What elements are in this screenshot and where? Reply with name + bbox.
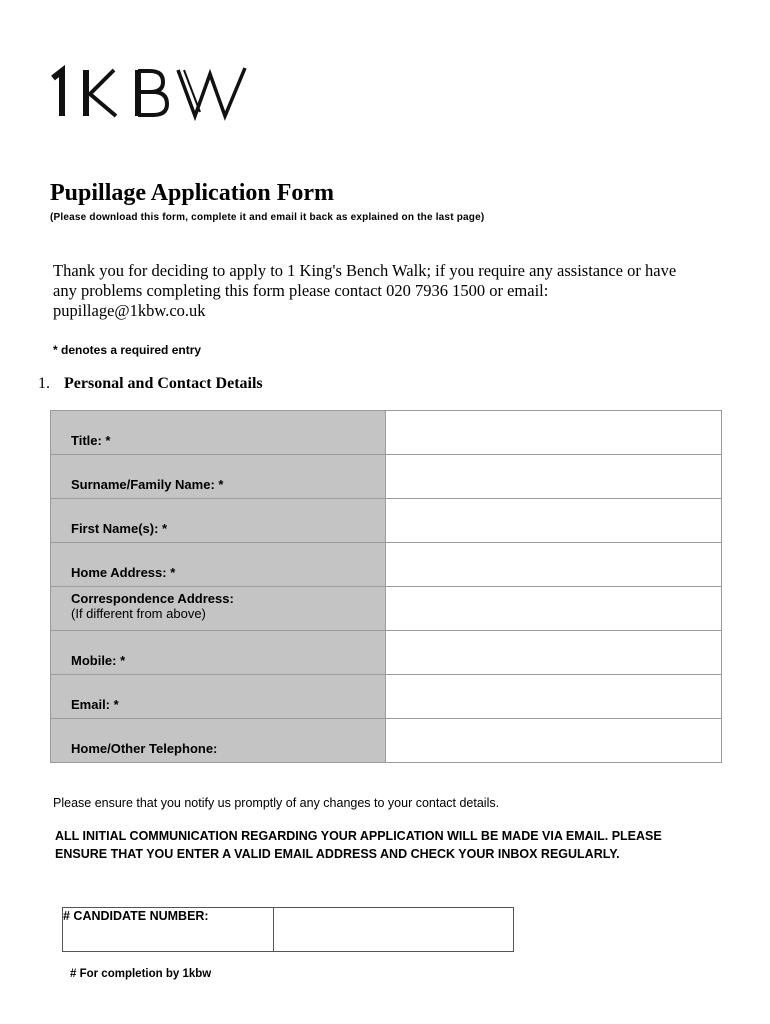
mobile-field[interactable] (386, 631, 722, 675)
correspondence-address-field[interactable] (386, 587, 722, 631)
table-row (51, 455, 722, 499)
subtitle: (Please download this form, complete it and email it back as explained on the last page) (50, 212, 485, 223)
title-field[interactable] (386, 411, 722, 455)
page-title: Pupillage Application Form (50, 180, 335, 206)
field-label-email: Email: * (51, 675, 386, 719)
email-field[interactable] (386, 675, 722, 719)
field-label-correspondence-address: Correspondence Address: (If different from above) (51, 587, 386, 631)
field-sublabel: (If different from above) (71, 606, 206, 621)
field-label-title: Title: * (51, 411, 386, 455)
personal-details-table (50, 410, 722, 763)
table-row (51, 631, 722, 675)
field-label-surname: Surname/Family Name: * (51, 455, 386, 499)
candidate-number-field[interactable] (274, 908, 514, 952)
home-telephone-field[interactable] (386, 719, 722, 763)
table-row (51, 411, 722, 455)
email-warning: ALL INITIAL COMMUNICATION REGARDING YOUR APPLICATION WILL BE MADE VIA EMAIL. PLEASE ENSURE THAT YOU ENTER A VALID EMAIL ADDRESS AND CHECK YOUR INBOX REGULARLY. (55, 829, 662, 861)
section-number: 1. (38, 375, 50, 392)
field-label-home-telephone: Home/Other Telephone: (51, 719, 386, 763)
table-row (51, 675, 722, 719)
table-row (51, 499, 722, 543)
section-title: Personal and Contact Details (64, 375, 263, 392)
intro-text: Thank you for deciding to apply to 1 King's Bench Walk; if you require any assistance or have any problems completing this form please contact 020 7936 1500 or email: pupillage@1kbw.co.uk (53, 261, 677, 320)
surname-field[interactable] (386, 455, 722, 499)
candidate-number-label: # CANDIDATE NUMBER: (63, 908, 274, 952)
completion-note: # For completion by 1kbw (70, 968, 212, 980)
1kbw-logo (50, 64, 250, 124)
candidate-number-table (62, 907, 514, 952)
table-row (51, 543, 722, 587)
table-row (63, 908, 514, 952)
first-name-field[interactable] (386, 499, 722, 543)
home-address-field[interactable] (386, 543, 722, 587)
contact-change-notice: Please ensure that you notify us promptly of any changes to your contact details. (53, 796, 500, 810)
field-label-home-address: Home Address: * (51, 543, 386, 587)
field-label-mobile: Mobile: * (51, 631, 386, 675)
required-note: * denotes a required entry (53, 343, 202, 357)
section-heading (38, 375, 263, 393)
field-label-first-name: First Name(s): * (51, 499, 386, 543)
table-row (51, 719, 722, 763)
table-row (51, 587, 722, 631)
